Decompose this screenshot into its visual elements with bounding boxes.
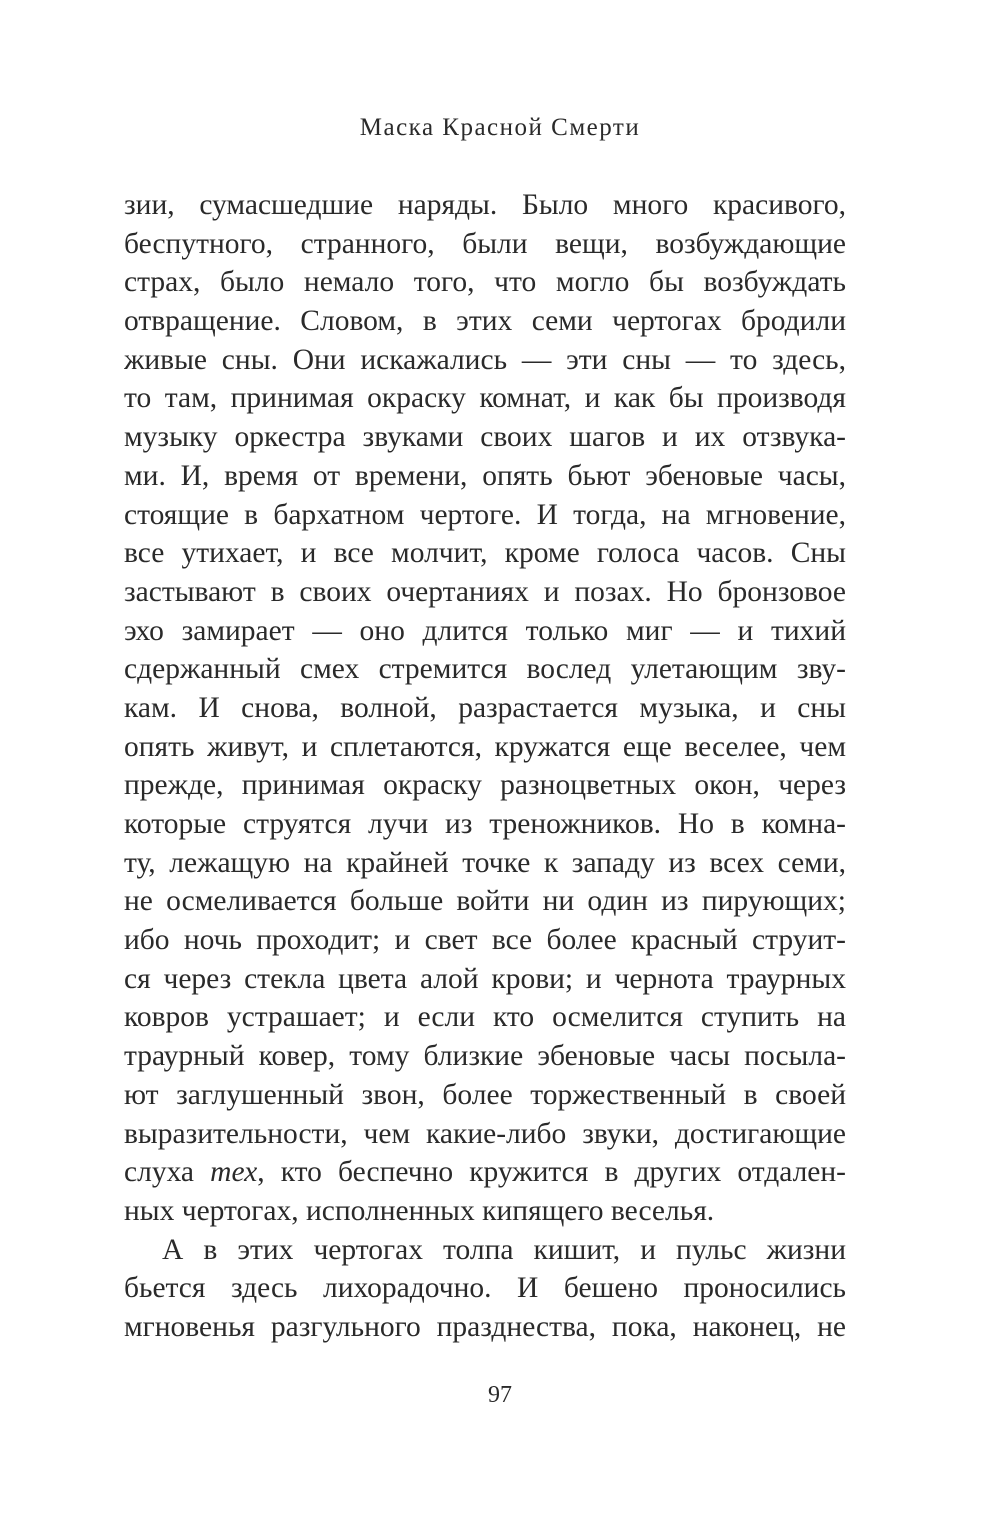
text-line: страх, было немало того, что могло бы возбуждать (124, 266, 846, 299)
text-line: ибо ночь проходит; и свет все более красный струит- (124, 924, 846, 957)
text-line: траурный ковер, тому близкие эбеновые часы посыла- (124, 1040, 846, 1073)
text-line: то там, принимая окраску комнат, и как бы производя (124, 382, 846, 415)
text-line: ту, лежащую на крайней точке к западу из всех семи, (124, 846, 846, 879)
text-line: беспутного, странного, были вещи, возбуждающие (124, 227, 846, 260)
text-segment: слуха (124, 1156, 211, 1189)
text-line: сдержанный смех стремится вослед улетающим зву- (124, 653, 846, 686)
text-line: кам. И снова, волной, разрастается музыка, и сны (124, 691, 846, 724)
paragraph-first-line: А в этих чертогах толпа кишит, и пульс жизни (162, 1233, 846, 1266)
text-line: мгновенья разгульного празднества, пока, наконец, не (124, 1310, 846, 1343)
text-line: прежде, принимая окраску разноцветных окон, через (124, 769, 846, 802)
paragraph-last-line: ных чертогах, исполненных кипящего веселья. (124, 1194, 715, 1227)
text-segment: , кто беспечно кружится в других отдален- (257, 1156, 846, 1189)
text-line-with-italic (124, 1153, 846, 1192)
text-line: застывают в своих очертаниях и позах. Но бронзовое (124, 575, 846, 608)
text-line: стоящие в бархатном чертоге. И тогда, на мгновение, (124, 498, 846, 531)
text-line: выразительности, чем какие-либо звуки, достигающие (124, 1117, 846, 1150)
text-line: все утихает, и все молчит, кроме голоса часов. Сны (124, 537, 846, 570)
text-line: ся через стекла цвета алой крови; и чернота траурных (124, 962, 846, 995)
text-line: зии, сумасшедшие наряды. Было много красивого, (124, 189, 846, 221)
text-line: опять живут, и сплетаются, кружатся еще веселее, чем (124, 730, 846, 763)
text-line: музыку оркестра звуками своих шагов и их отзвука- (124, 421, 846, 454)
italic-word: тех (210, 1156, 258, 1189)
text-line: бьется здесь лихорадочно. И бешено проносились (124, 1272, 846, 1305)
text-line: отвращение. Словом, в этих семи чертогах бродили (124, 305, 846, 338)
text-line: которые струятся лучи из треножников. Но в комна- (124, 808, 846, 840)
text-line: ют заглушенный звон, более торжественный в своей (124, 1078, 846, 1111)
text-line: ми. И, время от времени, опять бьют эбеновые часы, (124, 459, 846, 492)
text-line: ковров устрашает; и если кто осмелится ступить на (124, 1001, 846, 1034)
text-line: эхо замирает — оно длится только миг — и тихий (124, 614, 846, 647)
page-number: 97 (488, 1382, 512, 1408)
body-text (124, 186, 846, 1347)
running-head: Маска Красной Смерти (359, 114, 641, 141)
text-line: живые сны. Они искажались — эти сны — то здесь, (124, 343, 846, 376)
text-line: не осмеливается больше войти ни один из пирующих; (124, 885, 846, 918)
